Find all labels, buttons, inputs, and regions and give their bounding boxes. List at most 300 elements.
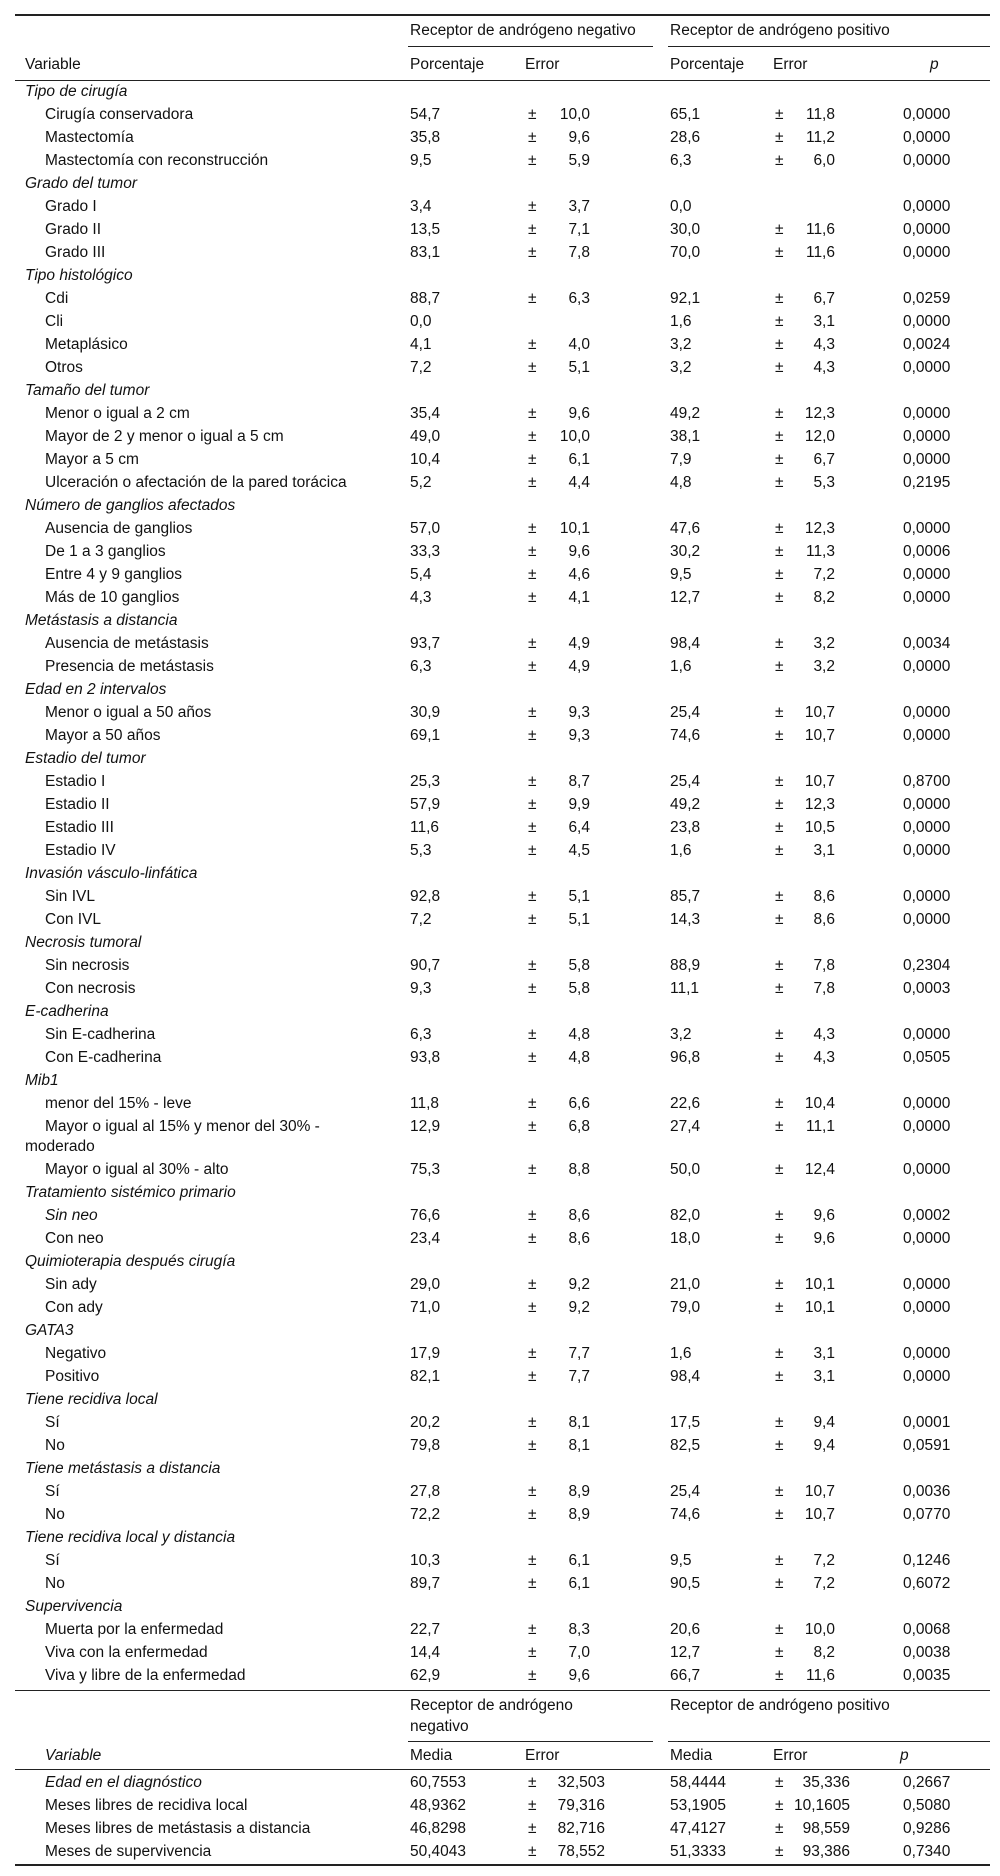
neg-plus-minus: ± — [528, 1118, 537, 1135]
neg-percentage: 11,6 — [410, 819, 440, 836]
neg-percentage: 89,7 — [410, 1575, 441, 1592]
pos-plus-minus: ± — [775, 244, 784, 261]
neg-percentage: 35,8 — [410, 129, 441, 146]
pos-error: 7,2 — [813, 1575, 835, 1592]
neg-error: 5,8 — [568, 980, 590, 997]
row-label: Presencia de metástasis — [45, 658, 214, 675]
neg-error: 10,1 — [559, 520, 590, 537]
t2-pos-error: 93,386 — [802, 1843, 850, 1860]
neg-error: 5,1 — [568, 911, 590, 928]
row-label: Con ady — [45, 1299, 103, 1316]
neg-plus-minus: ± — [528, 244, 537, 261]
neg-plus-minus: ± — [528, 152, 537, 169]
pos-percentage: 3,2 — [670, 336, 692, 353]
p-value: 0,0000 — [903, 129, 951, 146]
pos-plus-minus: ± — [775, 796, 784, 813]
pos-percentage: 65,1 — [670, 106, 701, 123]
neg-percentage: 12,9 — [410, 1118, 441, 1135]
pos-percentage: 27,4 — [670, 1118, 701, 1135]
pos-error: 4,3 — [813, 336, 835, 353]
p-value: 0,0000 — [903, 911, 951, 928]
pos-percentage: 28,6 — [670, 129, 701, 146]
group-heading: Invasión vásculo-linfática — [25, 865, 198, 882]
p-value: 0,0000 — [903, 589, 951, 606]
pos-plus-minus: ± — [775, 520, 784, 537]
neg-error: 4,9 — [568, 635, 590, 652]
pos-error: 6,7 — [813, 451, 835, 468]
pos-error: 10,7 — [804, 1506, 835, 1523]
neg-error: 3,7 — [568, 198, 590, 215]
p-value: 0,2195 — [903, 474, 951, 491]
neg-error: 9,3 — [568, 727, 590, 744]
neg-plus-minus: ± — [528, 957, 537, 974]
neg-error: 4,9 — [568, 658, 590, 675]
neg-percentage: 3,4 — [410, 198, 432, 215]
neg-percentage: 4,1 — [410, 336, 432, 353]
t2-neg-plus-minus: ± — [528, 1843, 537, 1860]
header-group-negative: Receptor de andrógeno negativo — [410, 22, 636, 39]
neg-percentage: 10,4 — [410, 451, 441, 468]
neg-plus-minus: ± — [528, 405, 537, 422]
pos-error: 3,1 — [813, 313, 835, 330]
neg-percentage: 0,0 — [410, 313, 432, 330]
pos-percentage: 49,2 — [670, 405, 701, 422]
pos-error: 10,4 — [804, 1095, 835, 1112]
neg-plus-minus: ± — [528, 1483, 537, 1500]
neg-percentage: 23,4 — [410, 1230, 441, 1247]
neg-plus-minus: ± — [528, 198, 537, 215]
pos-error: 9,6 — [813, 1230, 835, 1247]
header-neg-error: Error — [525, 56, 560, 73]
row-label-continued: moderado — [25, 1138, 95, 1155]
neg-plus-minus: ± — [528, 129, 537, 146]
p-value: 0,0002 — [903, 1207, 951, 1224]
neg-error: 8,9 — [568, 1483, 590, 1500]
neg-percentage: 17,9 — [410, 1345, 441, 1362]
neg-percentage: 35,4 — [410, 405, 441, 422]
neg-error: 4,8 — [568, 1026, 590, 1043]
neg-plus-minus: ± — [528, 1049, 537, 1066]
row-label: Cli — [45, 313, 64, 330]
pos-plus-minus: ± — [775, 980, 784, 997]
pos-error: 11,3 — [805, 543, 835, 560]
t2-p-value: 0,2667 — [903, 1774, 951, 1791]
neg-error: 10,0 — [559, 428, 590, 445]
group-heading: GATA3 — [25, 1322, 74, 1339]
t2-neg-plus-minus: ± — [528, 1820, 537, 1837]
pos-error: 3,1 — [813, 842, 835, 859]
neg-error: 4,4 — [568, 474, 590, 491]
p-value: 0,0000 — [903, 221, 951, 238]
header-pos-error: Error — [773, 56, 808, 73]
pos-plus-minus: ± — [775, 474, 784, 491]
t2-pos-error: 35,336 — [802, 1774, 850, 1791]
pos-percentage: 49,2 — [670, 796, 701, 813]
row-label: Estadio II — [45, 796, 110, 813]
neg-plus-minus: ± — [528, 773, 537, 790]
row-label: Sin neo — [45, 1207, 98, 1224]
row-label: Mayor o igual al 15% y menor del 30% - — [45, 1118, 320, 1135]
neg-percentage: 6,3 — [410, 658, 432, 675]
row-label: Con necrosis — [45, 980, 136, 997]
neg-percentage: 93,8 — [410, 1049, 441, 1066]
pos-error: 8,2 — [813, 589, 835, 606]
pos-percentage: 74,6 — [670, 727, 701, 744]
group-heading: Quimioterapia después cirugía — [25, 1253, 236, 1270]
neg-error: 7,1 — [568, 221, 590, 238]
pos-percentage: 47,6 — [670, 520, 701, 537]
pos-percentage: 1,6 — [670, 313, 692, 330]
t2-neg-media: 60,7553 — [410, 1774, 467, 1791]
neg-error: 6,6 — [568, 1095, 590, 1112]
p-value: 0,0006 — [903, 543, 951, 560]
pos-plus-minus: ± — [775, 1552, 784, 1569]
row-label: Ulceración o afectación de la pared torácica — [45, 474, 347, 491]
neg-plus-minus: ± — [528, 1667, 537, 1684]
t2-neg-error: 78,552 — [557, 1843, 605, 1860]
pos-percentage: 22,6 — [670, 1095, 701, 1112]
row-label: Menor o igual a 2 cm — [45, 405, 190, 422]
pos-percentage: 88,9 — [670, 957, 701, 974]
t2-header-variable: Variable — [45, 1747, 102, 1764]
neg-percentage: 7,2 — [410, 359, 432, 376]
pos-plus-minus: ± — [775, 957, 784, 974]
pos-percentage: 7,9 — [670, 451, 692, 468]
pos-error: 3,2 — [813, 658, 835, 675]
p-value: 0,0000 — [903, 888, 951, 905]
neg-plus-minus: ± — [528, 842, 537, 859]
pos-plus-minus: ± — [775, 1299, 784, 1316]
pos-error: 12,3 — [804, 405, 835, 422]
pos-percentage: 30,2 — [670, 543, 701, 560]
neg-percentage: 13,5 — [410, 221, 441, 238]
pos-plus-minus: ± — [775, 842, 784, 859]
pos-percentage: 90,5 — [670, 1575, 701, 1592]
pos-percentage: 92,1 — [670, 290, 701, 307]
pos-percentage: 1,6 — [670, 658, 692, 675]
t2-neg-error: 82,716 — [557, 1820, 605, 1837]
p-value: 0,2304 — [903, 957, 951, 974]
p-value: 0,0000 — [903, 152, 951, 169]
pos-percentage: 96,8 — [670, 1049, 701, 1066]
neg-error: 9,6 — [568, 543, 590, 560]
neg-plus-minus: ± — [528, 1230, 537, 1247]
pos-error: 12,3 — [804, 796, 835, 813]
p-value: 0,0000 — [903, 106, 951, 123]
pos-error: 3,2 — [813, 635, 835, 652]
t2-header-neg-media: Media — [410, 1747, 453, 1764]
pos-plus-minus: ± — [775, 543, 784, 560]
pos-plus-minus: ± — [775, 1230, 784, 1247]
t2-row-label: Meses libres de metástasis a distancia — [45, 1820, 311, 1837]
row-label: Estadio III — [45, 819, 114, 836]
pos-plus-minus: ± — [775, 405, 784, 422]
pos-percentage: 98,4 — [670, 1368, 701, 1385]
pos-percentage: 70,0 — [670, 244, 701, 261]
neg-percentage: 62,9 — [410, 1667, 441, 1684]
neg-error: 4,5 — [568, 842, 590, 859]
neg-plus-minus: ± — [528, 221, 537, 238]
neg-error: 9,6 — [568, 129, 590, 146]
pos-percentage: 98,4 — [670, 635, 701, 652]
pos-percentage: 82,5 — [670, 1437, 701, 1454]
neg-percentage: 71,0 — [410, 1299, 441, 1316]
neg-plus-minus: ± — [528, 1575, 537, 1592]
neg-plus-minus: ± — [528, 796, 537, 813]
pos-error: 10,7 — [804, 727, 835, 744]
t2-pos-plus-minus: ± — [775, 1797, 784, 1814]
pos-error: 10,7 — [804, 773, 835, 790]
row-label: Metaplásico — [45, 336, 128, 353]
pos-plus-minus: ± — [775, 359, 784, 376]
neg-percentage: 14,4 — [410, 1644, 441, 1661]
neg-plus-minus: ± — [528, 428, 537, 445]
neg-error: 6,1 — [568, 1552, 590, 1569]
group-heading: E-cadherina — [25, 1003, 109, 1020]
t2-pos-media: 58,4444 — [670, 1774, 727, 1791]
header-neg-percentage: Porcentaje — [410, 56, 485, 73]
neg-percentage: 22,7 — [410, 1621, 441, 1638]
group-heading: Grado del tumor — [25, 175, 137, 192]
pos-percentage: 4,8 — [670, 474, 692, 491]
pos-error: 11,1 — [805, 1118, 835, 1135]
p-value: 0,0000 — [903, 796, 951, 813]
pos-plus-minus: ± — [775, 635, 784, 652]
pos-percentage: 12,7 — [670, 589, 701, 606]
t2-header-neg-error: Error — [525, 1747, 560, 1764]
neg-error: 6,1 — [568, 451, 590, 468]
neg-plus-minus: ± — [528, 1345, 537, 1362]
t2-row-label: Meses libres de recidiva local — [45, 1797, 248, 1814]
row-label: Entre 4 y 9 ganglios — [45, 566, 183, 583]
row-label: Viva y libre de la enfermedad — [45, 1667, 246, 1684]
neg-percentage: 11,8 — [410, 1095, 440, 1112]
neg-percentage: 9,3 — [410, 980, 432, 997]
neg-error: 9,3 — [568, 704, 590, 721]
row-label: Muerta por la enfermedad — [45, 1621, 224, 1638]
neg-error: 9,2 — [568, 1276, 590, 1293]
group-heading: Supervivencia — [25, 1598, 123, 1615]
neg-percentage: 10,3 — [410, 1552, 441, 1569]
pos-error: 10,1 — [804, 1299, 835, 1316]
row-label: Con neo — [45, 1230, 104, 1247]
pos-plus-minus: ± — [775, 129, 784, 146]
p-value: 0,0000 — [903, 1026, 951, 1043]
neg-plus-minus: ± — [528, 474, 537, 491]
row-label: Cdi — [45, 290, 69, 307]
t2-p-value: 0,9286 — [903, 1820, 951, 1837]
pos-percentage: 25,4 — [670, 773, 701, 790]
pos-plus-minus: ± — [775, 152, 784, 169]
p-value: 0,0000 — [903, 819, 951, 836]
pos-plus-minus: ± — [775, 704, 784, 721]
group-heading: Tiene metástasis a distancia — [25, 1460, 221, 1477]
neg-plus-minus: ± — [528, 911, 537, 928]
pos-percentage: 18,0 — [670, 1230, 701, 1247]
neg-error: 5,1 — [568, 888, 590, 905]
row-label: No — [45, 1506, 65, 1523]
pos-percentage: 66,7 — [670, 1667, 701, 1684]
group-heading: Tipo histológico — [25, 267, 133, 284]
neg-plus-minus: ± — [528, 451, 537, 468]
pos-plus-minus: ± — [775, 1345, 784, 1362]
neg-percentage: 72,2 — [410, 1506, 441, 1523]
pos-percentage: 85,7 — [670, 888, 701, 905]
header-group-positive: Receptor de andrógeno positivo — [670, 22, 890, 39]
pos-error: 12,0 — [804, 428, 835, 445]
p-value: 0,0000 — [903, 704, 951, 721]
p-value: 0,0770 — [903, 1506, 951, 1523]
pos-error: 3,1 — [813, 1368, 835, 1385]
neg-error: 4,1 — [568, 589, 590, 606]
header-p-value: p — [930, 56, 939, 73]
t2-neg-error: 32,503 — [557, 1774, 605, 1791]
p-value: 0,0000 — [903, 842, 951, 859]
row-label: Sin E-cadherina — [45, 1026, 156, 1043]
neg-percentage: 20,2 — [410, 1414, 441, 1431]
t2-pos-media: 47,4127 — [670, 1820, 727, 1837]
t2-p-value: 0,5080 — [903, 1797, 951, 1814]
p-value: 0,0038 — [903, 1644, 951, 1661]
pos-plus-minus: ± — [775, 1483, 784, 1500]
neg-error: 8,9 — [568, 1506, 590, 1523]
neg-percentage: 75,3 — [410, 1161, 441, 1178]
row-label: menor del 15% - leve — [45, 1095, 192, 1112]
neg-percentage: 88,7 — [410, 290, 441, 307]
pos-percentage: 50,0 — [670, 1161, 701, 1178]
p-value: 0,0036 — [903, 1483, 951, 1500]
neg-percentage: 54,7 — [410, 106, 441, 123]
row-label: Grado II — [45, 221, 101, 238]
neg-plus-minus: ± — [528, 1368, 537, 1385]
neg-percentage: 30,9 — [410, 704, 441, 721]
pos-error: 6,0 — [813, 152, 835, 169]
pos-error: 11,6 — [805, 221, 835, 238]
pos-plus-minus: ± — [775, 1667, 784, 1684]
pos-error: 9,6 — [813, 1207, 835, 1224]
row-label: Otros — [45, 359, 83, 376]
pos-plus-minus: ± — [775, 1095, 784, 1112]
t2-row-label: Edad en el diagnóstico — [45, 1774, 202, 1791]
neg-percentage: 5,4 — [410, 566, 432, 583]
p-value: 0,0000 — [903, 1095, 951, 1112]
pos-plus-minus: ± — [775, 451, 784, 468]
neg-plus-minus: ± — [528, 1207, 537, 1224]
row-label: Mastectomía con reconstrucción — [45, 152, 269, 169]
p-value: 0,0000 — [903, 658, 951, 675]
p-value: 0,8700 — [903, 773, 951, 790]
neg-error: 8,6 — [568, 1230, 590, 1247]
group-heading: Metástasis a distancia — [25, 612, 178, 629]
neg-percentage: 82,1 — [410, 1368, 441, 1385]
pos-percentage: 23,8 — [670, 819, 701, 836]
group-heading: Mib1 — [25, 1072, 59, 1089]
neg-plus-minus: ± — [528, 1026, 537, 1043]
pos-plus-minus: ± — [775, 1118, 784, 1135]
neg-plus-minus: ± — [528, 819, 537, 836]
pos-plus-minus: ± — [775, 1368, 784, 1385]
t2-neg-plus-minus: ± — [528, 1774, 537, 1791]
neg-plus-minus: ± — [528, 589, 537, 606]
neg-percentage: 6,3 — [410, 1026, 432, 1043]
pos-percentage: 79,0 — [670, 1299, 701, 1316]
pos-plus-minus: ± — [775, 1644, 784, 1661]
pos-plus-minus: ± — [775, 658, 784, 675]
row-label: Sí — [45, 1483, 60, 1500]
pos-plus-minus: ± — [775, 1437, 784, 1454]
p-value: 0,0068 — [903, 1621, 951, 1638]
neg-error: 8,6 — [568, 1207, 590, 1224]
pos-error: 10,7 — [804, 1483, 835, 1500]
row-label: Sin ady — [45, 1276, 97, 1293]
pos-percentage: 1,6 — [670, 1345, 692, 1362]
p-value: 0,0000 — [903, 727, 951, 744]
pos-error: 8,6 — [813, 888, 835, 905]
pos-plus-minus: ± — [775, 428, 784, 445]
neg-error: 6,8 — [568, 1118, 590, 1135]
t2-p-value: 0,7340 — [903, 1843, 951, 1860]
pos-percentage: 3,2 — [670, 359, 692, 376]
pos-percentage: 20,6 — [670, 1621, 701, 1638]
t2-pos-error: 10,1605 — [793, 1797, 850, 1814]
row-label: Mayor de 2 y menor o igual a 5 cm — [45, 428, 284, 445]
pos-percentage: 0,0 — [670, 198, 692, 215]
neg-percentage: 5,3 — [410, 842, 432, 859]
neg-percentage: 25,3 — [410, 773, 441, 790]
pos-plus-minus: ± — [775, 727, 784, 744]
pos-error: 10,7 — [804, 704, 835, 721]
t2-pos-plus-minus: ± — [775, 1820, 784, 1837]
row-label: Grado I — [45, 198, 97, 215]
row-label: Estadio IV — [45, 842, 116, 859]
neg-error: 9,2 — [568, 1299, 590, 1316]
pos-plus-minus: ± — [775, 1026, 784, 1043]
pos-plus-minus: ± — [775, 336, 784, 353]
pos-error: 9,4 — [813, 1414, 835, 1431]
pos-plus-minus: ± — [775, 589, 784, 606]
pos-plus-minus: ± — [775, 1621, 784, 1638]
pos-error: 4,3 — [813, 359, 835, 376]
p-value: 0,0000 — [903, 198, 951, 215]
pos-percentage: 74,6 — [670, 1506, 701, 1523]
row-label: Con E-cadherina — [45, 1049, 162, 1066]
t2-pos-media: 53,1905 — [670, 1797, 727, 1814]
neg-percentage: 90,7 — [410, 957, 441, 974]
neg-error: 6,4 — [568, 819, 590, 836]
row-label: Con IVL — [45, 911, 102, 928]
pos-plus-minus: ± — [775, 1161, 784, 1178]
pos-plus-minus: ± — [775, 819, 784, 836]
neg-error: 8,1 — [568, 1414, 590, 1431]
pos-percentage: 11,1 — [670, 980, 700, 997]
neg-plus-minus: ± — [528, 658, 537, 675]
row-label: Sin IVL — [45, 888, 95, 905]
pos-error: 7,8 — [813, 957, 835, 974]
row-label: Estadio I — [45, 773, 106, 790]
row-label: Mayor o igual al 30% - alto — [45, 1161, 229, 1178]
neg-plus-minus: ± — [528, 566, 537, 583]
p-value: 0,0000 — [903, 566, 951, 583]
t2-pos-media: 51,3333 — [670, 1843, 727, 1860]
neg-plus-minus: ± — [528, 888, 537, 905]
neg-error: 10,0 — [559, 106, 590, 123]
group-heading: Tiene recidiva local y distancia — [25, 1529, 236, 1546]
neg-plus-minus: ± — [528, 727, 537, 744]
neg-percentage: 33,3 — [410, 543, 441, 560]
group-heading: Edad en 2 intervalos — [25, 681, 167, 698]
row-label: Menor o igual a 50 años — [45, 704, 212, 721]
pos-error: 8,2 — [813, 1644, 835, 1661]
